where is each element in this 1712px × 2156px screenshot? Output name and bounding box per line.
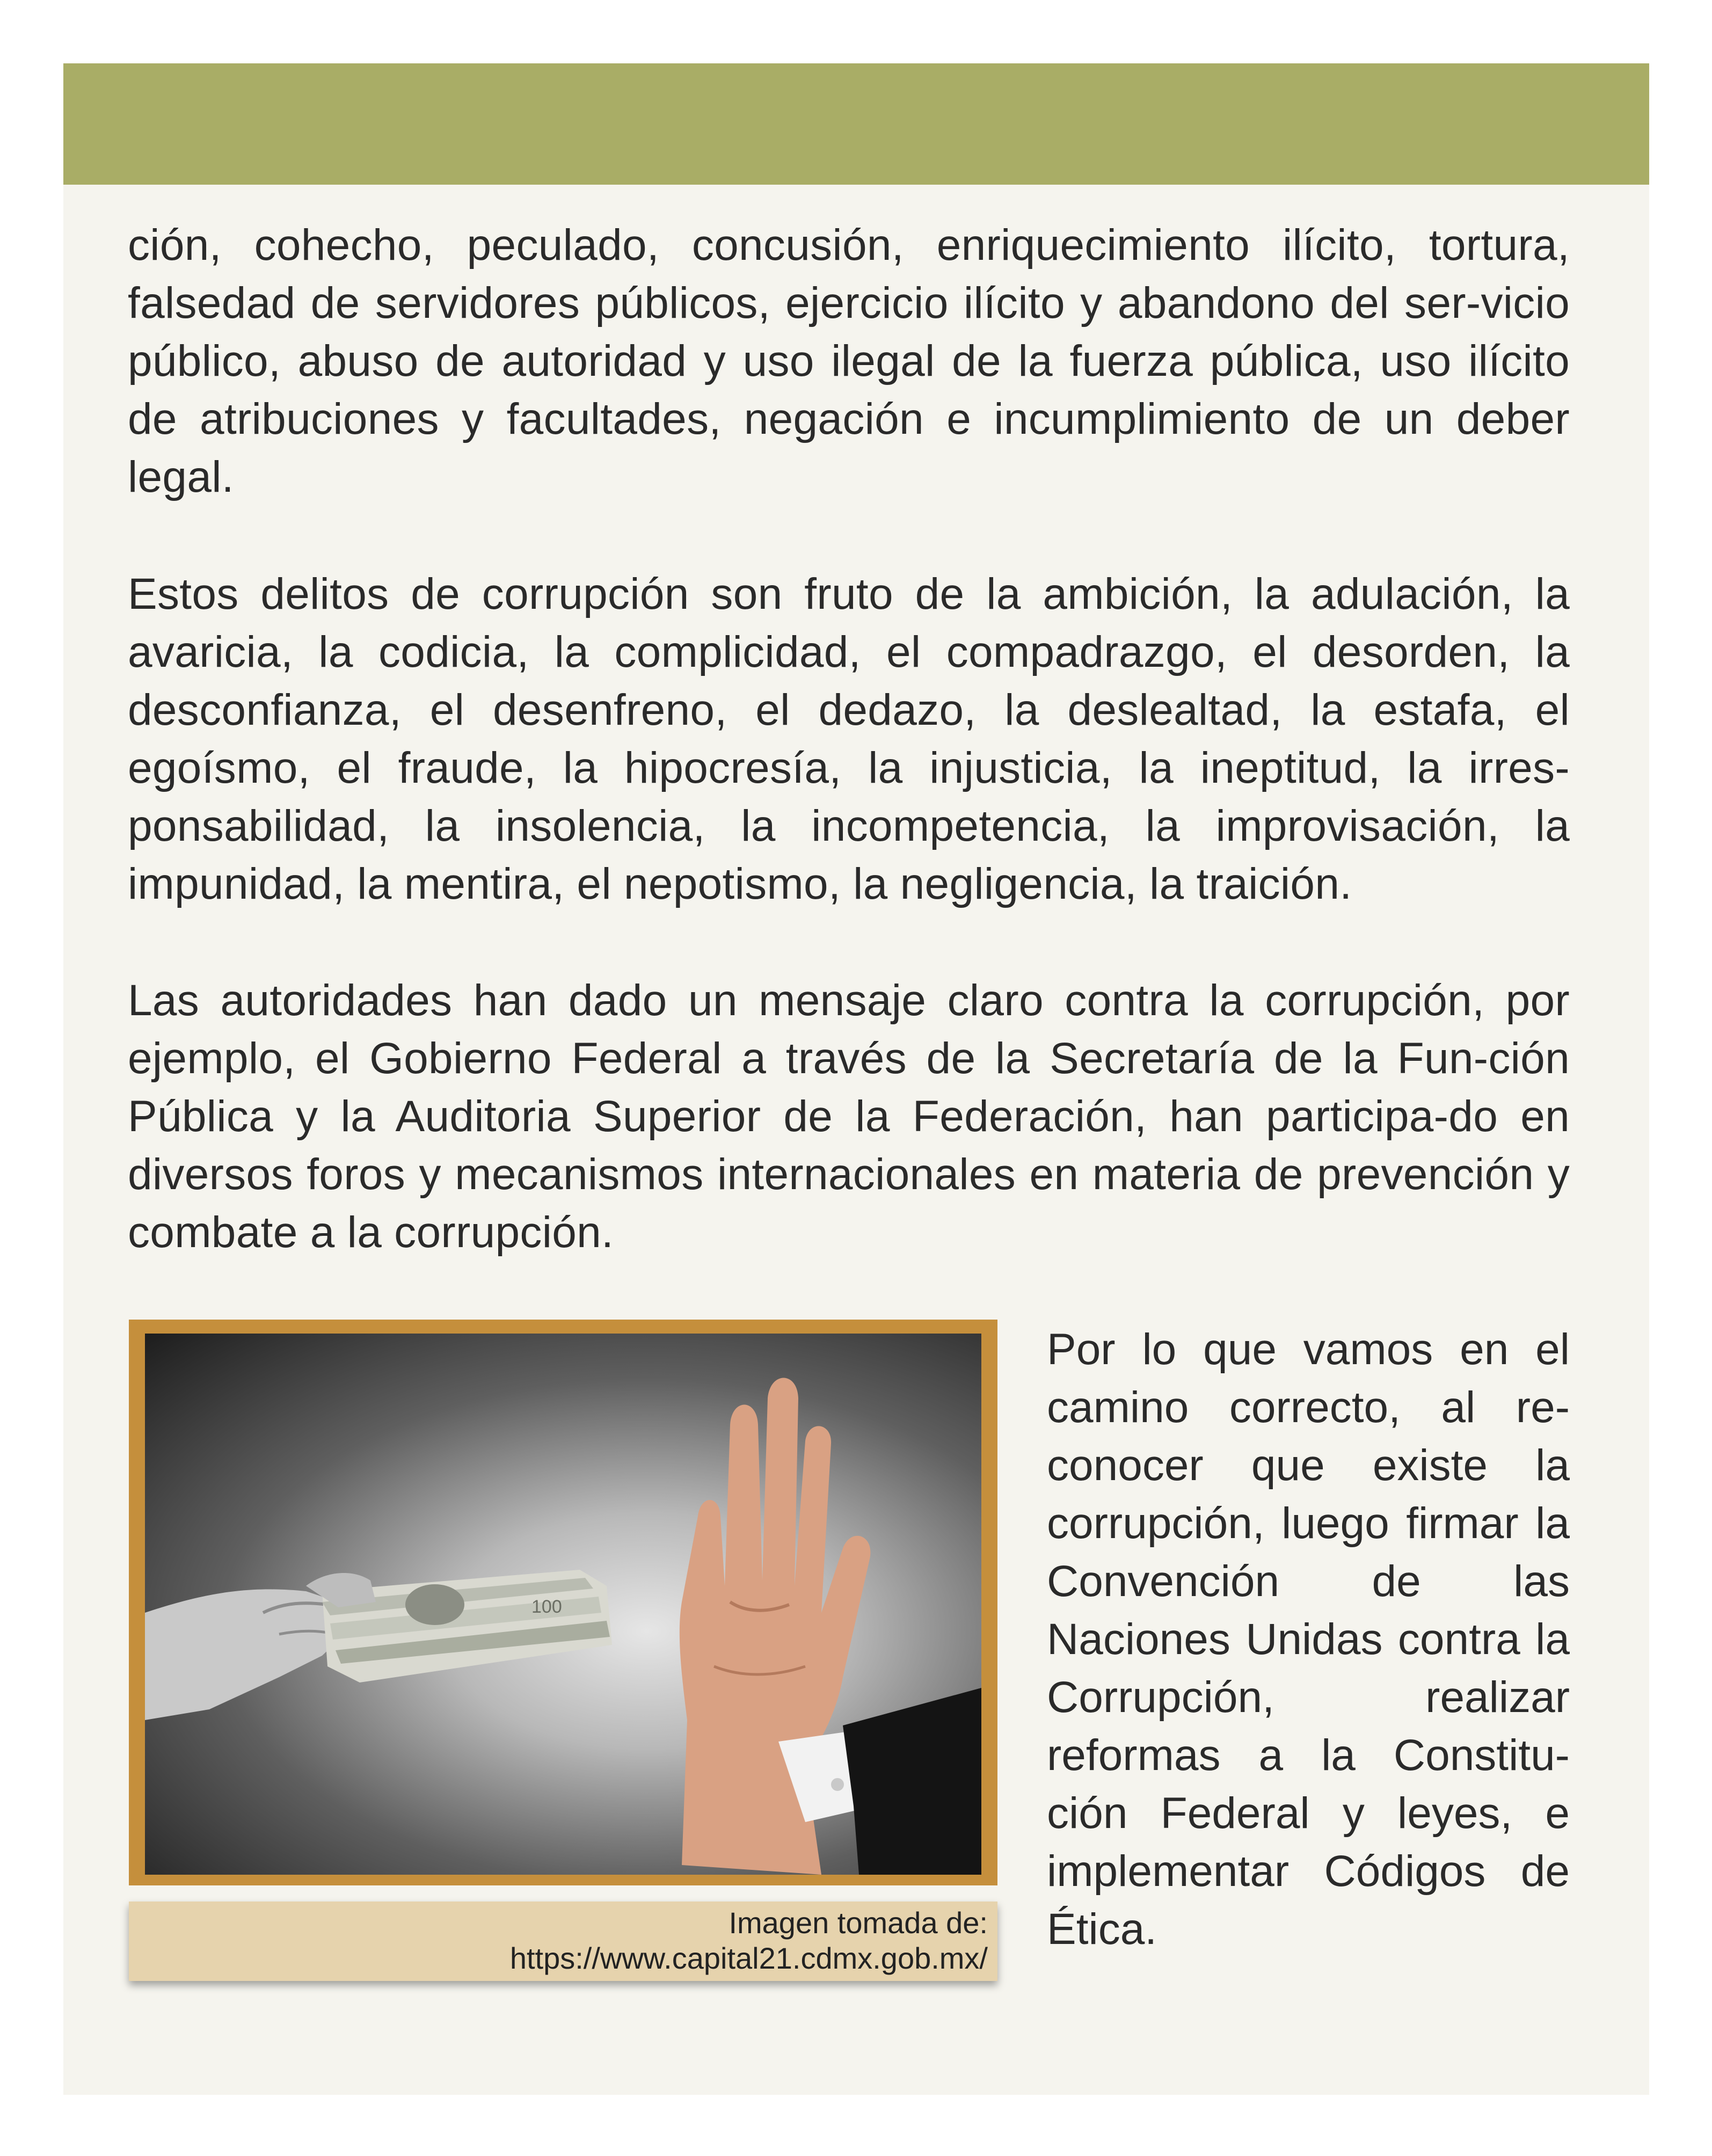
paragraph-authorities: Las autoridades han dado un mensaje claro contra la corrupción, por ejemplo, el Gobierno Federal a través de la Secretaría de la Fun-ción Pública y la Auditoria Superior de la Federación, han participa-do en diversos foros y mecanismos internacionales en materia de prevención y combate a la corrupción. bbox=[128, 976, 1570, 1257]
paragraph-causes: Estos delitos de corrupción son fruto de la ambición, la adulación, la avaricia, la codicia, la complicidad, el compadrazgo, el desorden, la desconfianza, el desenfreno, el dedazo, la deslealtad, la estafa, el egoísmo, el fraude, la hipocresía, la injusticia, la ineptitud, la irres-ponsabilidad, la insolencia, la incompetencia, la improvisación, la impunidad, la mentira, el nepotismo, la negligencia, la traición. bbox=[128, 570, 1570, 908]
image-caption bbox=[129, 1902, 997, 1981]
page bbox=[63, 63, 1649, 2095]
paragraph-next-steps: Por lo que vamos en el camino correcto, al re-conocer que existe la corrupción, luego firmar la Convención de las Naciones Unidas contra la Corrupción, realizar reformas a la Constitu-ción Federal y leyes, e implementar Códigos de Ética. bbox=[1047, 1325, 1570, 1954]
bribe-refusal-photo bbox=[145, 1334, 981, 1875]
header-band bbox=[63, 63, 1649, 185]
photo-frame bbox=[129, 1320, 997, 1885]
paragraph-crimes-list: ción, cohecho, peculado, concusión, enriquecimiento ilícito, tortura, falsedad de servidores públicos, ejercicio ilícito y abandono del ser-vicio público, abuso de autoridad y uso ilegal de la fuerza pública, uso ilícito de atribuciones y facultades, negación e incumplimiento de un deber legal. bbox=[128, 221, 1570, 501]
caption-source-label: Imagen tomada de: bbox=[728, 1906, 988, 1940]
svg-text:100: 100 bbox=[531, 1597, 562, 1617]
bribe-refusal-illustration bbox=[145, 1334, 981, 1875]
caption-source-url: https://www.capital21.cdmx.gob.mx/ bbox=[509, 1941, 988, 1975]
